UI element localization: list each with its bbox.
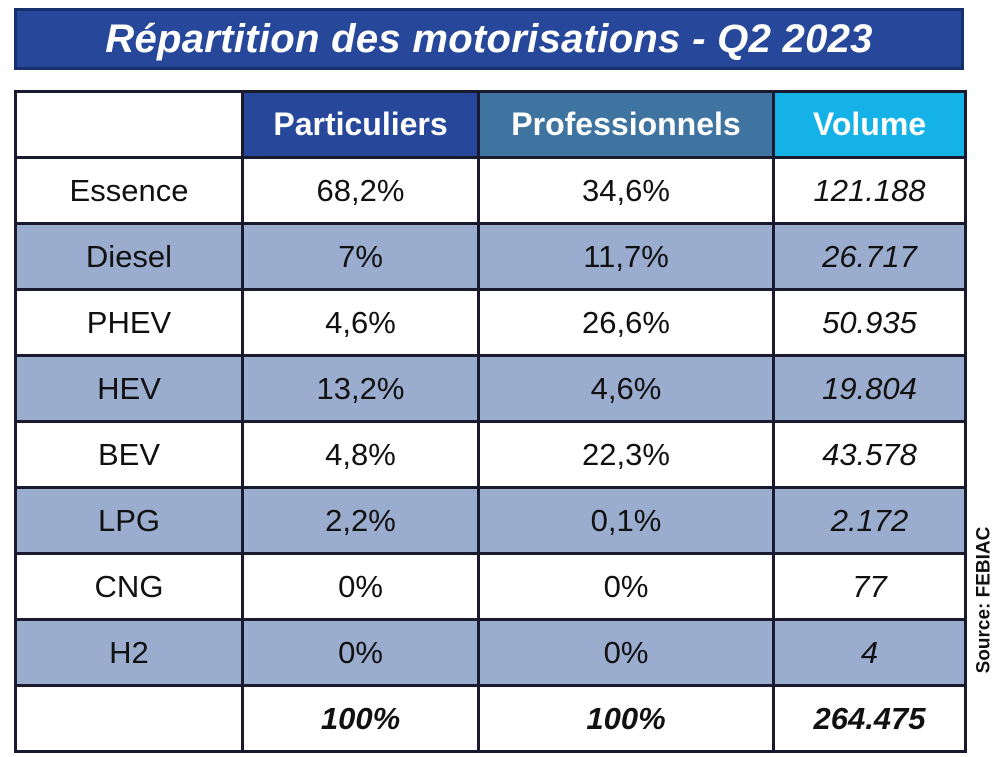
table-row xyxy=(16,488,966,554)
cell-phev-particuliers: 4,6% xyxy=(243,290,479,356)
page-title: Répartition des motorisations - Q2 2023 xyxy=(105,16,873,61)
table-row xyxy=(16,554,966,620)
total-particuliers: 100% xyxy=(243,686,479,752)
title-banner xyxy=(14,8,964,70)
total-volume: 264.475 xyxy=(774,686,966,752)
cell-phev-professionnels: 26,6% xyxy=(479,290,774,356)
cell-essence-particuliers: 68,2% xyxy=(243,158,479,224)
table-row xyxy=(16,290,966,356)
row-label-essence: Essence xyxy=(16,158,243,224)
cell-bev-professionnels: 22,3% xyxy=(479,422,774,488)
cell-h2-professionnels: 0% xyxy=(479,620,774,686)
row-label-bev: BEV xyxy=(16,422,243,488)
motorisations-table xyxy=(14,90,967,753)
cell-diesel-particuliers: 7% xyxy=(243,224,479,290)
cell-essence-professionnels: 34,6% xyxy=(479,158,774,224)
table-row xyxy=(16,158,966,224)
source-note xyxy=(970,470,998,730)
column-header-volume: Volume xyxy=(774,92,966,158)
row-label-lpg: LPG xyxy=(16,488,243,554)
row-label-cng: CNG xyxy=(16,554,243,620)
cell-lpg-professionnels: 0,1% xyxy=(479,488,774,554)
table-header-row xyxy=(16,92,966,158)
cell-cng-professionnels: 0% xyxy=(479,554,774,620)
column-header-particuliers: Particuliers xyxy=(243,92,479,158)
table-container xyxy=(14,90,964,753)
cell-hev-volume: 19.804 xyxy=(774,356,966,422)
cell-h2-volume: 4 xyxy=(774,620,966,686)
total-professionnels: 100% xyxy=(479,686,774,752)
table-total-row xyxy=(16,686,966,752)
table-row xyxy=(16,224,966,290)
column-header-blank xyxy=(16,92,243,158)
cell-hev-professionnels: 4,6% xyxy=(479,356,774,422)
cell-lpg-volume: 2.172 xyxy=(774,488,966,554)
cell-diesel-volume: 26.717 xyxy=(774,224,966,290)
column-header-professionnels: Professionnels xyxy=(479,92,774,158)
table-row xyxy=(16,422,966,488)
cell-phev-volume: 50.935 xyxy=(774,290,966,356)
total-label xyxy=(16,686,243,752)
row-label-h2: H2 xyxy=(16,620,243,686)
source-note-text: Source: FEBIAC xyxy=(973,526,994,674)
cell-hev-particuliers: 13,2% xyxy=(243,356,479,422)
cell-lpg-particuliers: 2,2% xyxy=(243,488,479,554)
table-row xyxy=(16,356,966,422)
row-label-diesel: Diesel xyxy=(16,224,243,290)
cell-cng-particuliers: 0% xyxy=(243,554,479,620)
cell-bev-particuliers: 4,8% xyxy=(243,422,479,488)
cell-essence-volume: 121.188 xyxy=(774,158,966,224)
cell-diesel-professionnels: 11,7% xyxy=(479,224,774,290)
cell-h2-particuliers: 0% xyxy=(243,620,479,686)
cell-cng-volume: 77 xyxy=(774,554,966,620)
table-row xyxy=(16,620,966,686)
cell-bev-volume: 43.578 xyxy=(774,422,966,488)
row-label-phev: PHEV xyxy=(16,290,243,356)
row-label-hev: HEV xyxy=(16,356,243,422)
